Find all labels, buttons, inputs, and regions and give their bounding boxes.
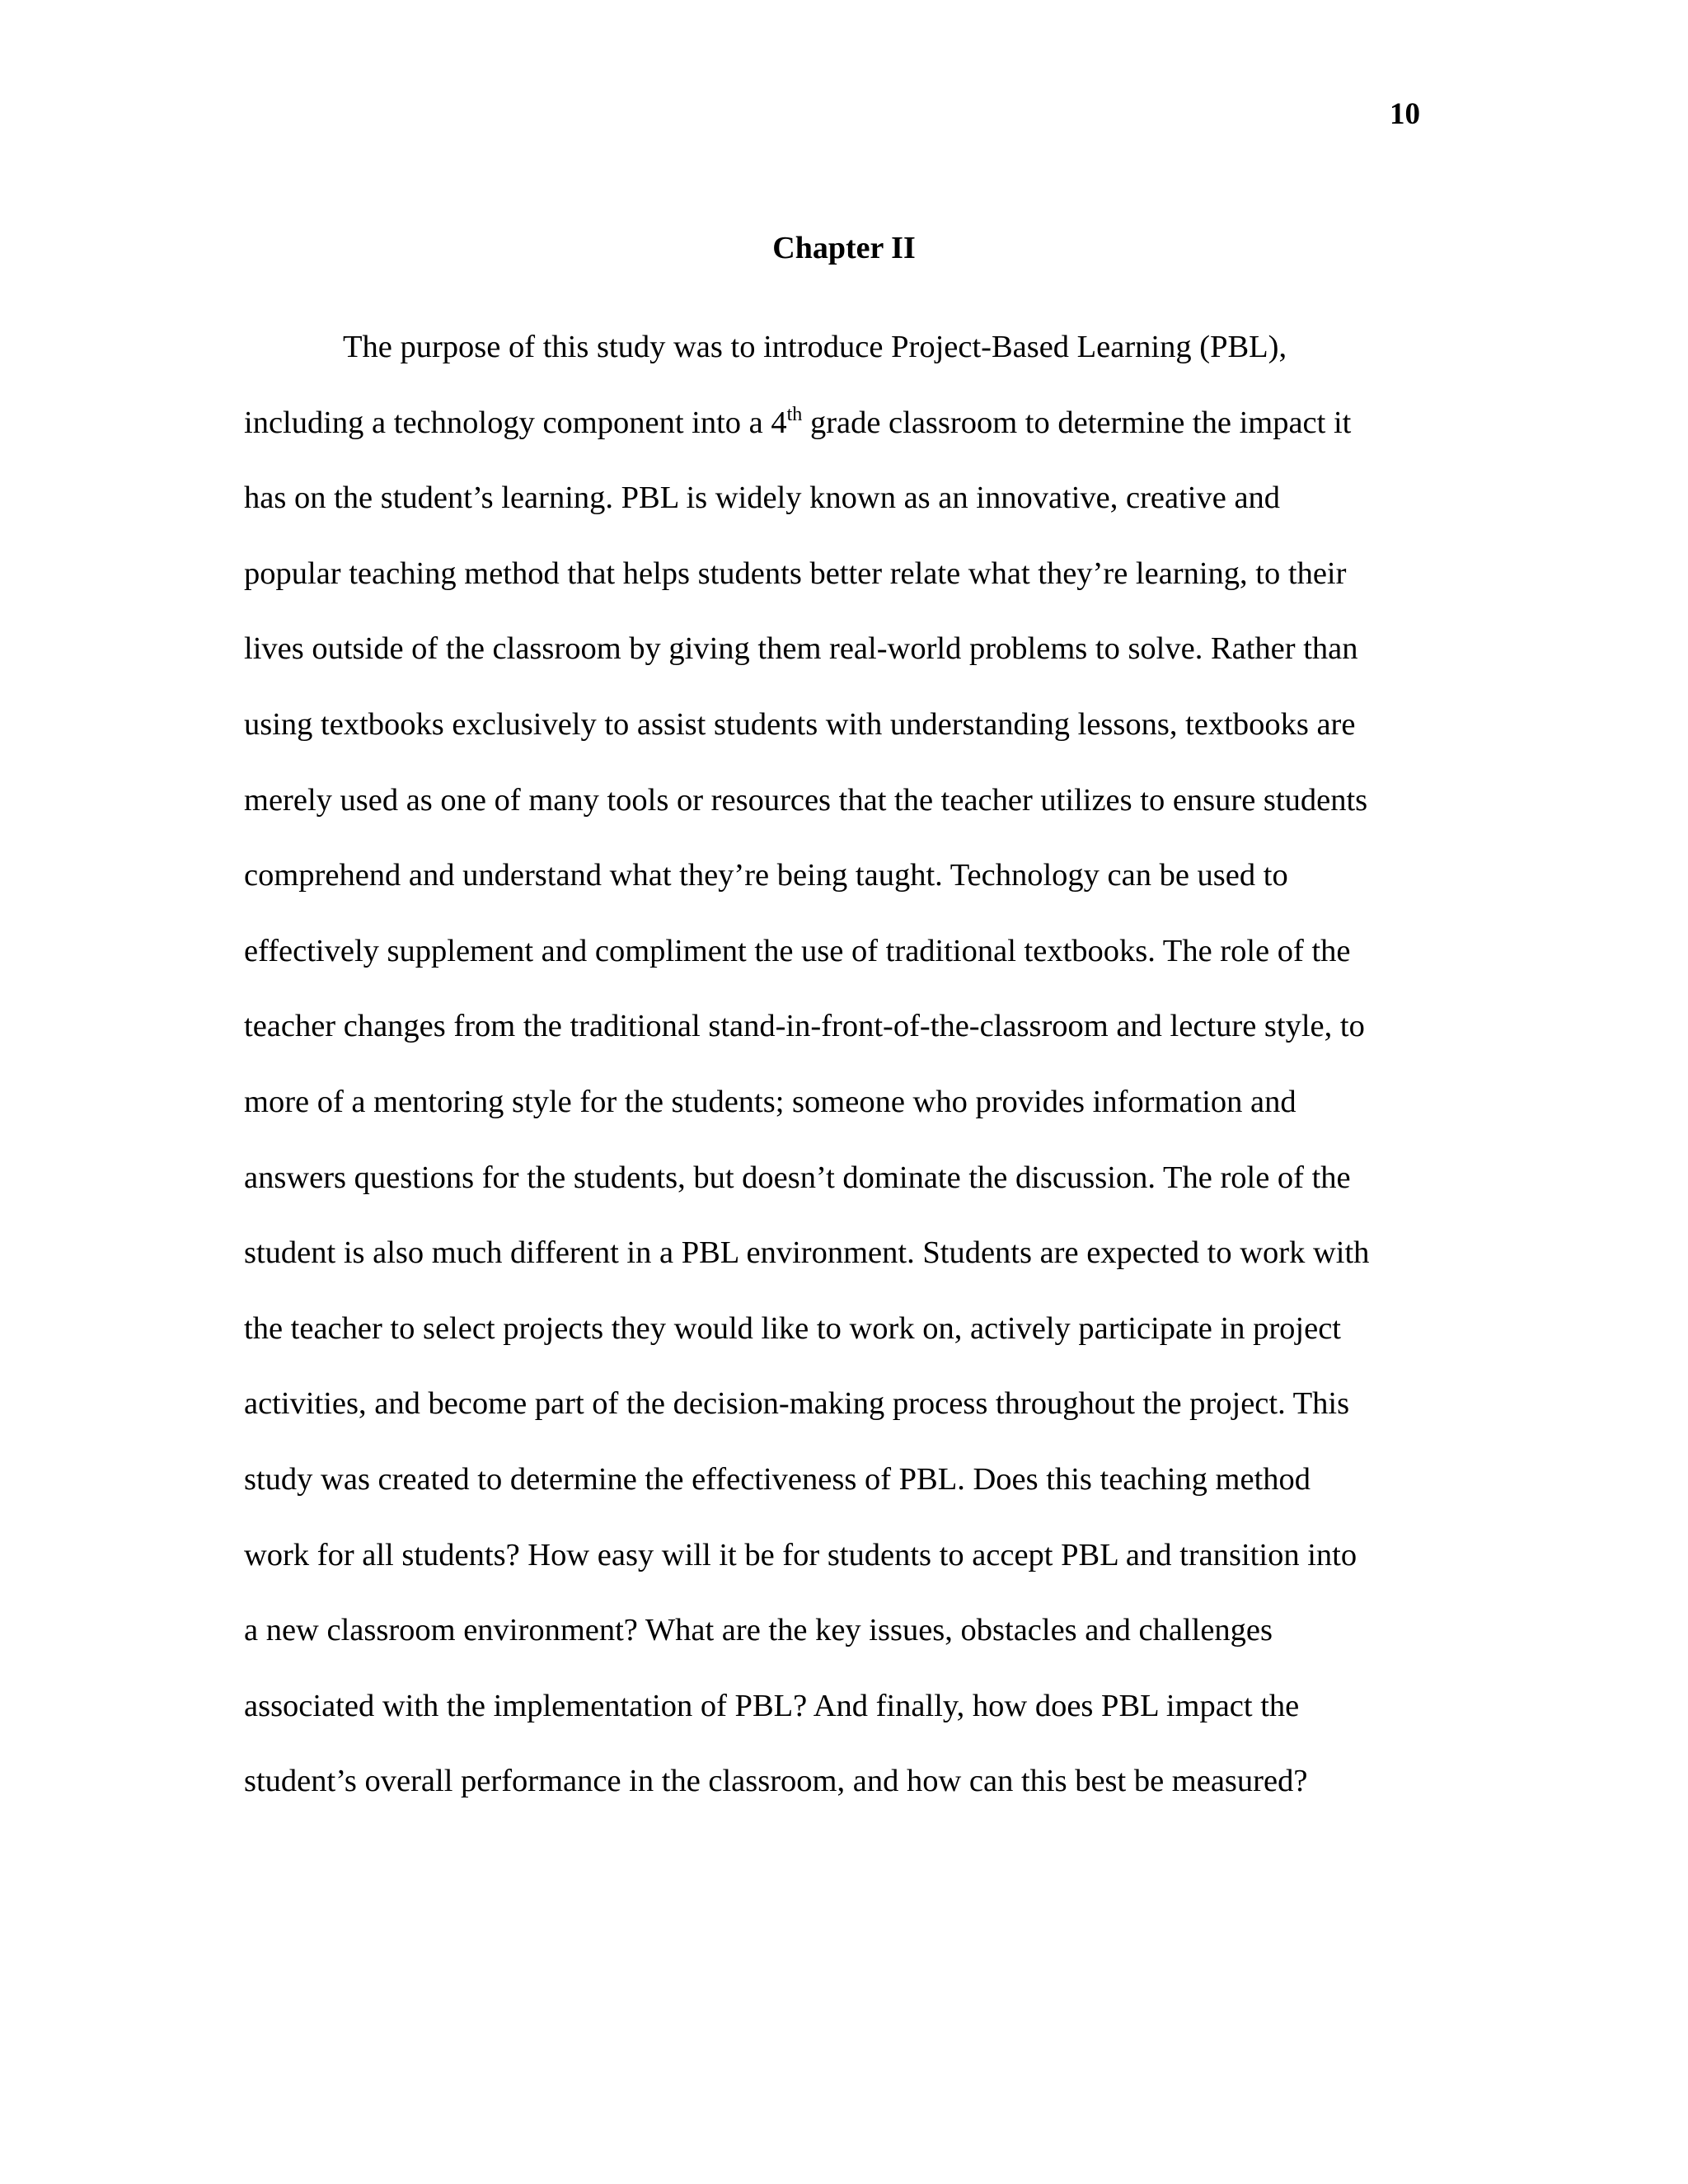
paragraph-line: study was created to determine the effectiveness of PBL. Does this teaching method xyxy=(244,1461,1311,1497)
paragraph-line-text: including a technology component into a 4 xyxy=(244,405,787,440)
page-number: 10 xyxy=(1390,97,1420,131)
paragraph-line: lives outside of the classroom by giving them real-world problems to solve. Rather than xyxy=(244,631,1358,667)
paragraph-line: popular teaching method that helps students better relate what they’re learning, to their xyxy=(244,555,1347,591)
body-paragraph xyxy=(244,310,1418,1820)
paragraph-line: has on the student’s learning. PBL is widely known as an innovative, creative and xyxy=(244,480,1281,516)
paragraph-line: answers questions for the students, but doesn’t dominate the discussion. The role of the xyxy=(244,1160,1351,1195)
paragraph-line: more of a mentoring style for the students; someone who provides information and xyxy=(244,1084,1296,1119)
paragraph-line xyxy=(244,386,1418,462)
paragraph-line: associated with the implementation of PBL? And finally, how does PBL impact the xyxy=(244,1688,1300,1723)
paragraph-line: student’s overall performance in the classroom, and how can this best be measured? xyxy=(244,1764,1308,1799)
paragraph-line: using textbooks exclusively to assist students with understanding lessons, textbooks are xyxy=(244,706,1356,742)
paragraph-line: work for all students? How easy will it be for students to accept PBL and transition into xyxy=(244,1537,1357,1572)
paragraph-line: effectively supplement and compliment the use of traditional textbooks. The role of the xyxy=(244,933,1351,968)
paragraph-line: activities, and become part of the decision-making process throughout the project. This xyxy=(244,1386,1350,1422)
paragraph-line: comprehend and understand what they’re being taught. Technology can be used to xyxy=(244,858,1288,893)
superscript-ordinal: th xyxy=(786,403,803,425)
paragraph-line: The purpose of this study was to introduce Project-Based Learning (PBL), xyxy=(343,330,1287,364)
paragraph-line: student is also much different in a PBL environment. Students are expected to work with xyxy=(244,1235,1370,1271)
paragraph-line: teacher changes from the traditional stand-in-front-of-the-classroom and lecture style, to xyxy=(244,1009,1365,1044)
paragraph-line: the teacher to select projects they would like to work on, actively participate in project xyxy=(244,1310,1341,1346)
paragraph-line: a new classroom environment? What are the key issues, obstacles and challenges xyxy=(244,1613,1273,1648)
paragraph-line-text: grade classroom to determine the impact it xyxy=(802,405,1352,440)
paragraph-line: merely used as one of many tools or resources that the teacher utilizes to ensure students xyxy=(244,782,1368,818)
chapter-heading: Chapter II xyxy=(772,231,916,265)
